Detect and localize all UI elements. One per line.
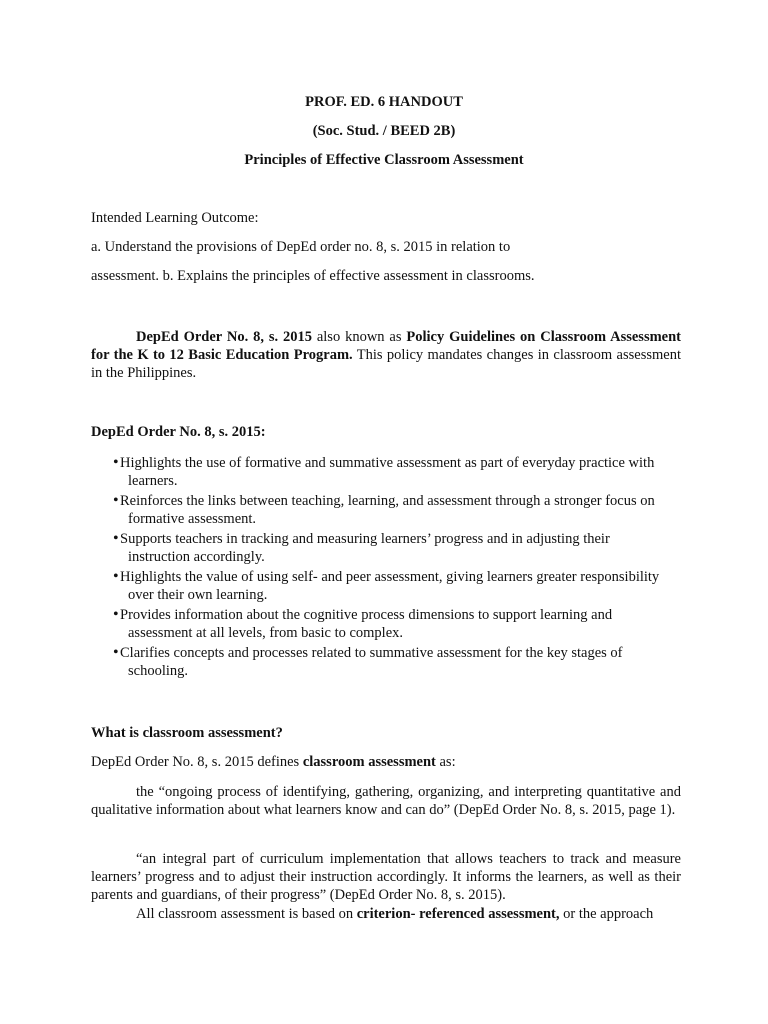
last-post-text: or the approach: [559, 906, 654, 922]
handout-title: PROF. ED. 6 HANDOUT: [305, 94, 463, 110]
intro-paragraph: [91, 328, 681, 382]
defines-post-text: as:: [435, 754, 456, 770]
list-item: • Clarifies concepts and processes related to summative assessment for the key stages of schooling.: [113, 644, 623, 679]
list-item: • Reinforces the links between teaching, learning, and assessment through a stronger focus on formative assessment.: [113, 492, 655, 527]
class-label: (Soc. Stud. / BEED 2B): [312, 123, 456, 139]
list-item: • Provides information about the cognitive process dimensions to support learning and assessment at all levels, from basic to complex.: [113, 606, 613, 641]
intro-rest-text: This policy mandates changes in classroom assessment in the Philippines.: [91, 347, 681, 381]
defines-pre-text: DepEd Order No. 8, s. 2015 defines: [91, 754, 303, 770]
last-pre-text: All classroom assessment is based on: [136, 906, 357, 922]
order-bullet-list: [113, 454, 673, 682]
outcome-line-2: assessment. b. Explains the principles of effective assessment in classrooms.: [91, 268, 535, 284]
list-item: • Highlights the value of using self- and peer assessment, giving learners greater responsibility over their own learning.: [113, 568, 660, 603]
bullet-icon: •: [113, 644, 119, 661]
bullet-icon: •: [113, 568, 119, 585]
last-paragraph: [91, 905, 681, 923]
bullet-icon: •: [113, 606, 119, 623]
defines-term: classroom assessment: [302, 754, 436, 770]
handout-subtitle: Principles of Effective Classroom Assessment: [244, 152, 524, 168]
intro-order-name: DepEd Order No. 8, s. 2015: [136, 329, 312, 345]
bullet-icon: •: [113, 530, 119, 547]
outcomes-label: Intended Learning Outcome:: [91, 210, 259, 226]
bullet-icon: •: [113, 492, 119, 509]
quote-paragraph-1: the “ongoing process of identifying, gathering, organizing, and interpreting quantitative and qualitative information about what learners know and can do” (DepEd Order No. 8, s. 2015, page 1).: [91, 784, 681, 818]
classroom-defines-line: [91, 754, 456, 771]
quote-paragraph-2: “an integral part of curriculum implementation that allows teachers to track and measure learners’ progress and to adjust their instruction accordingly. It informs the learners, as well as their parents and guardians, of their progress” (DepEd Order No. 8, s. 2015).: [91, 851, 681, 903]
bullet-icon: •: [113, 454, 119, 471]
last-term: criterion- referenced assessment,: [356, 906, 560, 922]
list-item: • Supports teachers in tracking and measuring learners’ progress and in adjusting their instruction accordingly.: [113, 530, 610, 565]
intro-policy-name: Policy Guidelines on Classroom Assessment for the K to 12 Basic Education Program.: [91, 329, 681, 363]
intro-mid-text: also known as: [311, 329, 407, 345]
classroom-section-heading: What is classroom assessment?: [91, 725, 283, 741]
order-section-heading: DepEd Order No. 8, s. 2015:: [91, 424, 266, 440]
outcome-line-1: a. Understand the provisions of DepEd order no. 8, s. 2015 in relation to: [91, 239, 511, 255]
list-item: • Highlights the use of formative and summative assessment as part of everyday practice with learners.: [113, 454, 655, 489]
